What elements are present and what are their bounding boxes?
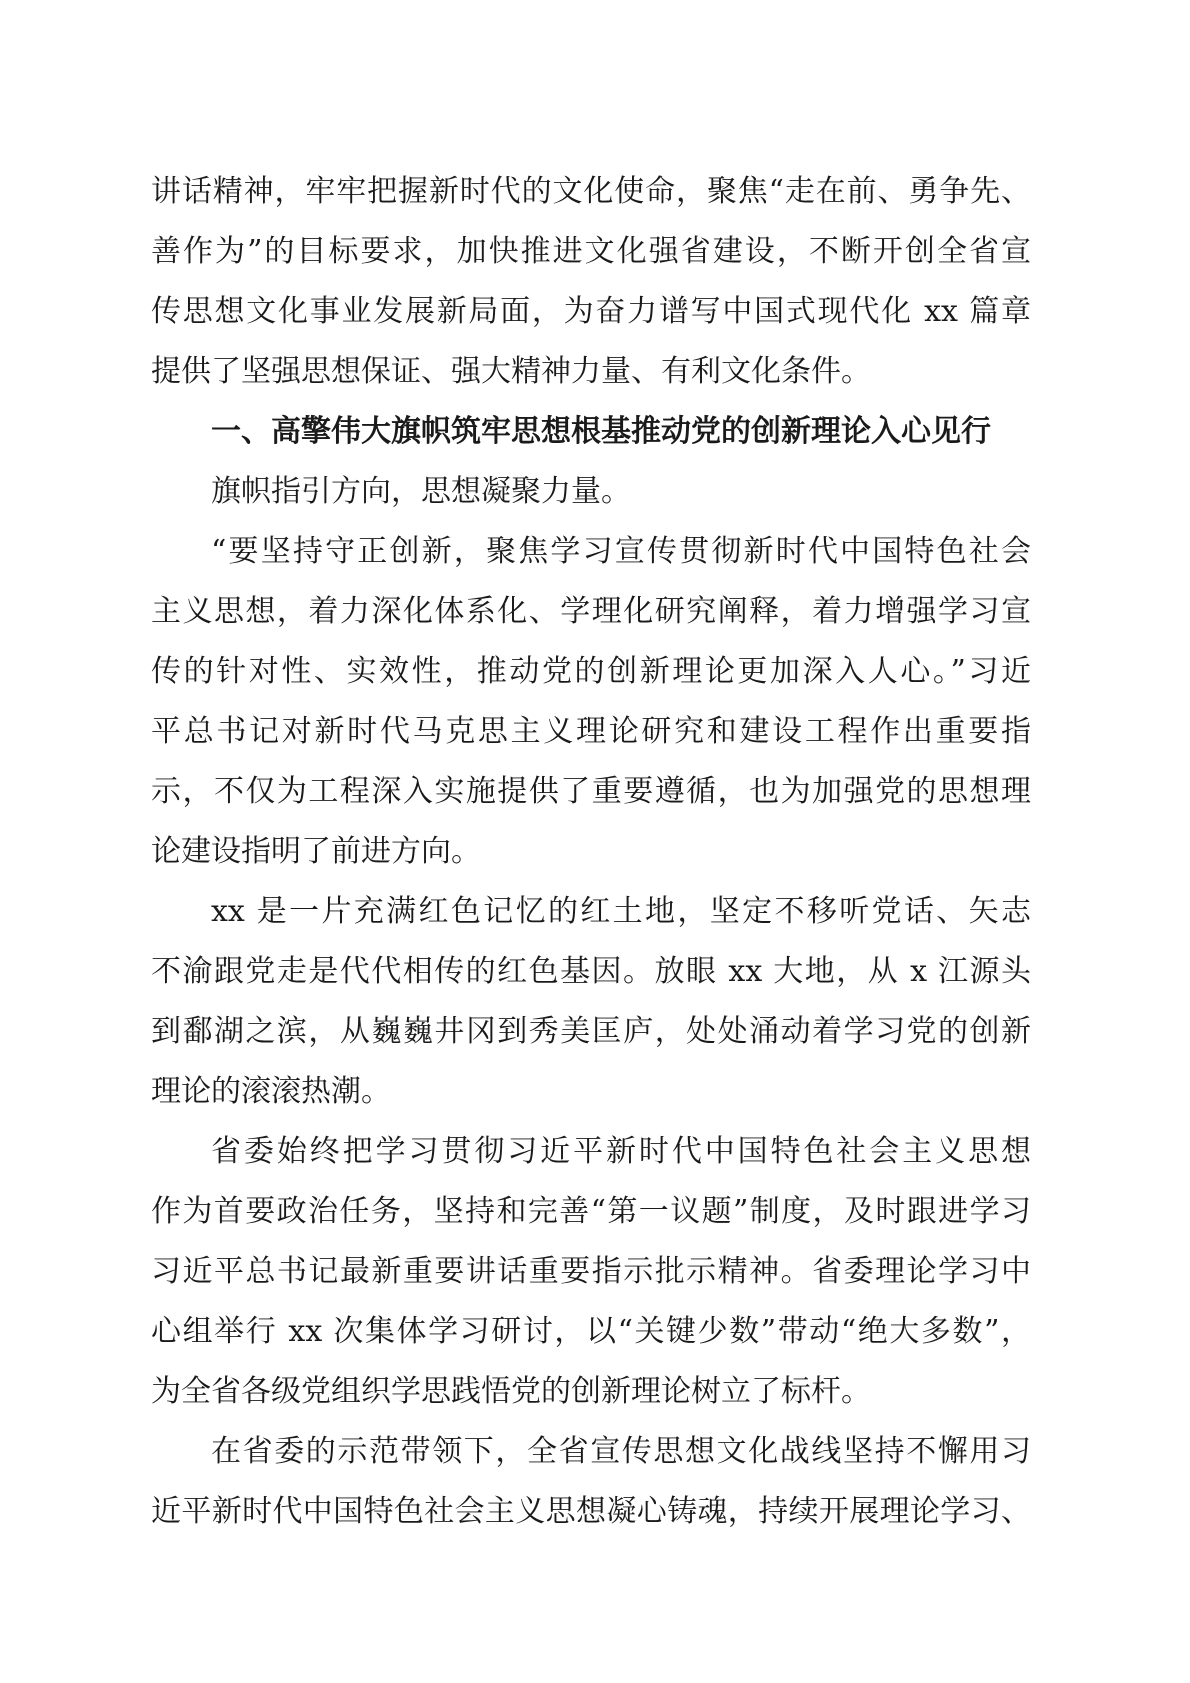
text-line: 心组举行 xx 次集体学习研讨，以“关键少数”带动“绝大多数”， <box>151 1314 1031 1349</box>
text-line: 传的针对性、实效性，推动党的创新理论更加深入人心。”习近 <box>151 654 1031 689</box>
text-line: 平总书记对新时代马克思主义理论研究和建设工程作出重要指 <box>151 714 1031 749</box>
text-line: 善作为”的目标要求，加快推进文化强省建设，不断开创全省宣 <box>151 234 1031 269</box>
text-line: 省委始终把学习贯彻习近平新时代中国特色社会主义思想 <box>211 1134 1031 1169</box>
text-line: 传思想文化事业发展新局面，为奋力谱写中国式现代化 xx 篇章 <box>151 294 1031 329</box>
text-line: 提供了坚强思想保证、强大精神力量、有利文化条件。 <box>151 354 871 389</box>
text-line: 理论的滚滚热潮。 <box>151 1074 391 1109</box>
text-line: 主义思想，着力深化体系化、学理化研究阐释，着力增强学习宣 <box>151 594 1031 629</box>
text-line: 到鄱湖之滨，从巍巍井冈到秀美匡庐，处处涌动着学习党的创新 <box>151 1014 1031 1049</box>
text-line: xx 是一片充满红色记忆的红土地，坚定不移听党话、矢志 <box>211 894 1031 929</box>
text-line: 讲话精神，牢牢把握新时代的文化使命，聚焦“走在前、勇争先、 <box>151 174 1031 209</box>
text-line: 近平新时代中国特色社会主义思想凝心铸魂，持续开展理论学习、 <box>151 1494 1031 1529</box>
text-line: 作为首要政治任务，坚持和完善“第一议题”制度，及时跟进学习 <box>151 1194 1031 1229</box>
text-line: 在省委的示范带领下，全省宣传思想文化战线坚持不懈用习 <box>211 1434 1031 1469</box>
text-line: 示，不仅为工程深入实施提供了重要遵循，也为加强党的思想理 <box>151 774 1031 809</box>
text-line: 习近平总书记最新重要讲话重要指示批示精神。省委理论学习中 <box>151 1254 1031 1289</box>
section-heading: 一、高擎伟大旗帜筑牢思想根基推动党的创新理论入心见行 <box>211 414 991 449</box>
text-line: 不渝跟党走是代代相传的红色基因。放眼 xx 大地，从 x 江源头 <box>151 954 1031 989</box>
text-line: 为全省各级党组织学思践悟党的创新理论树立了标杆。 <box>151 1374 871 1409</box>
text-line: 旗帜指引方向，思想凝聚力量。 <box>211 474 631 509</box>
text-line: 论建设指明了前进方向。 <box>151 834 481 869</box>
text-line: “要坚持守正创新，聚焦学习宣传贯彻新时代中国特色社会 <box>211 534 1031 569</box>
document-body <box>151 162 1031 1542</box>
